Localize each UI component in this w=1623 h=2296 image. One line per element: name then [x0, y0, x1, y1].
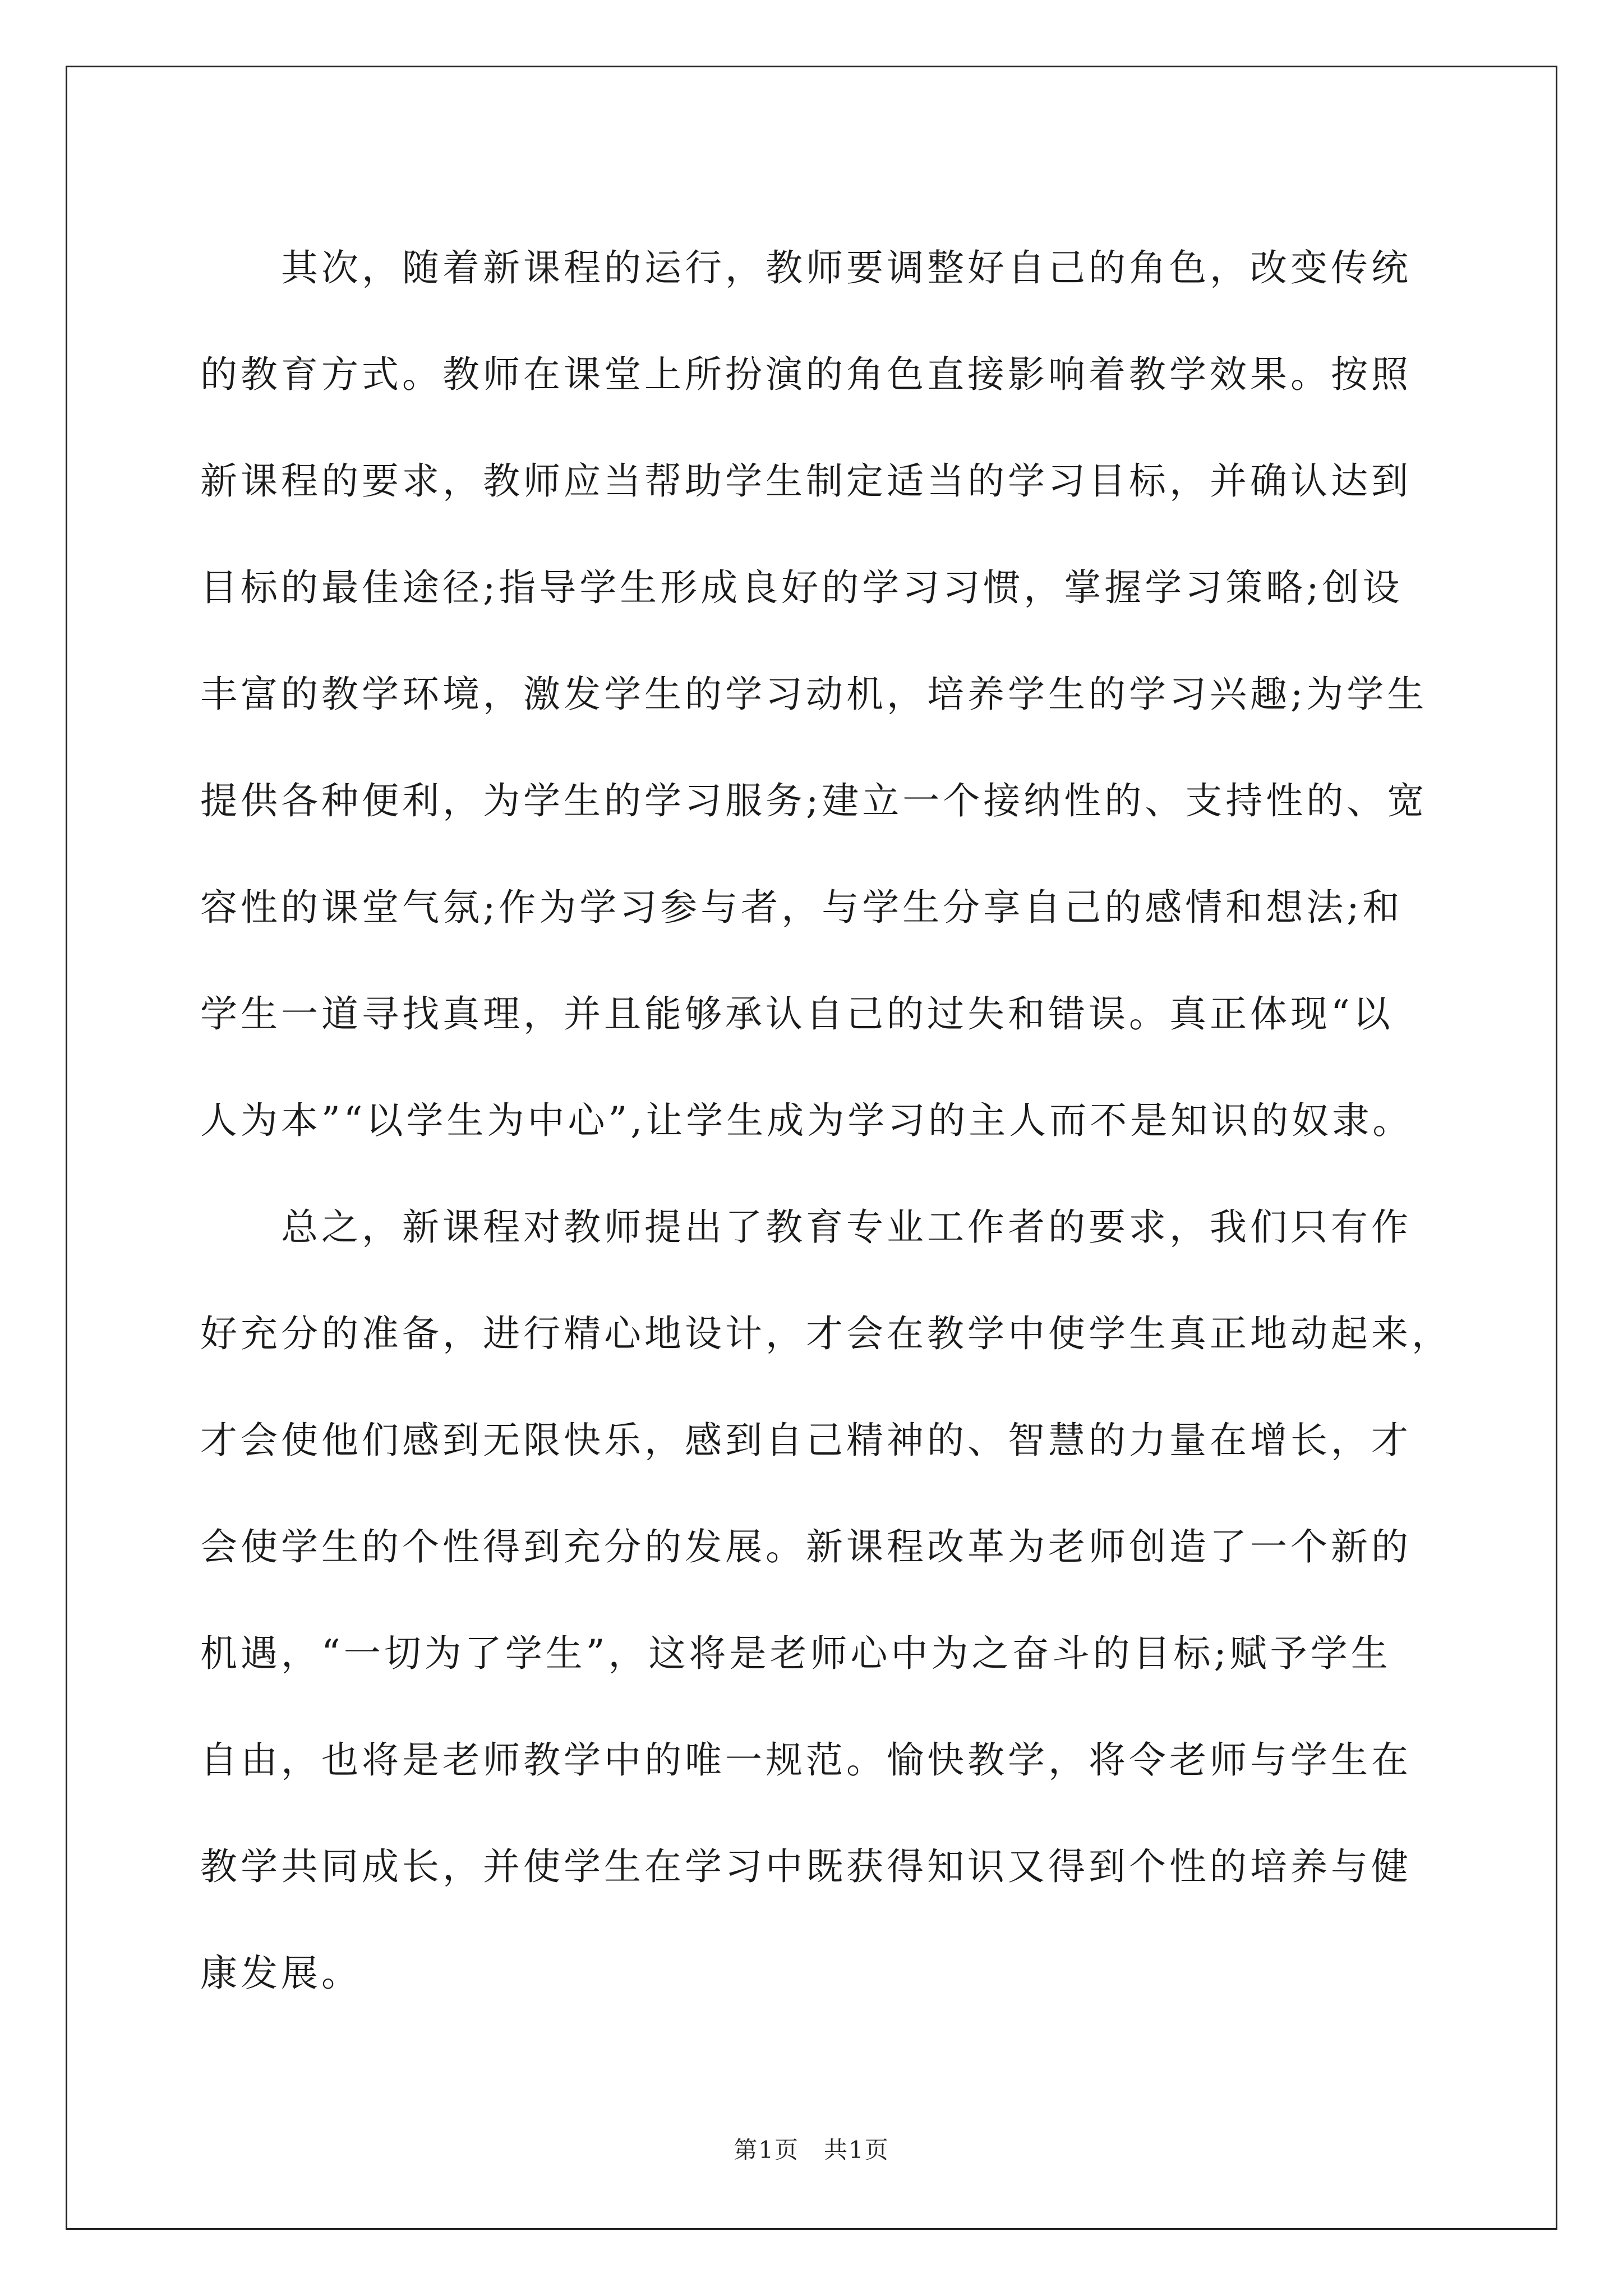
text-line: 提供各种便利，为学生的学习服务;建立一个接纳性的、支持性的、宽: [200, 779, 1428, 822]
text-line: 康发展。: [200, 1952, 362, 1995]
text-line: 学生一道寻找真理，并且能够承认自己的过失和错误。真正体现“以: [200, 992, 1394, 1036]
text-line: 目标的最佳途径;指导学生形成良好的学习习惯，掌握学习策略;创设: [200, 566, 1403, 609]
text-line: 教学共同成长，并使学生在学习中既获得知识又得到个性的培养与健: [200, 1845, 1412, 1888]
text-line: 好充分的准备，进行精心地设计，才会在教学中使学生真正地动起来，: [200, 1312, 1452, 1355]
text-line: 才会使他们感到无限快乐，感到自己精神的、智慧的力量在增长，才: [200, 1419, 1412, 1462]
text-line: 会使学生的个性得到充分的发展。新课程改革为老师创造了一个新的: [200, 1525, 1412, 1568]
page-number-footer: 第1页 共1页: [734, 2136, 889, 2164]
text-line: 自由，也将是老师教学中的唯一规范。愉快教学，将令老师与学生在: [200, 1738, 1412, 1782]
text-line: 的教育方式。教师在课堂上所扮演的角色直接影响着教学效果。按照: [200, 353, 1412, 396]
text-line: 丰富的教学环境，激发学生的学习动机，培养学生的学习兴趣;为学生: [200, 673, 1428, 716]
text-line: 人为本”“以学生为中心”,让学生成为学习的主人而不是知识的奴隶。: [200, 1099, 1413, 1142]
text-line: 机遇，“一切为了学生”，这将是老师心中为之奋斗的目标;赋予学生: [200, 1632, 1391, 1675]
text-line: 新课程的要求，教师应当帮助学生制定适当的学习目标，并确认达到: [200, 459, 1412, 503]
text-line: 总之，新课程对教师提出了教育专业工作者的要求，我们只有作: [200, 1205, 1412, 1249]
text-line: 容性的课堂气氛;作为学习参与者，与学生分享自己的感情和想法;和: [200, 886, 1403, 929]
text-line: 其次，随着新课程的运行，教师要调整好自己的角色，改变传统: [200, 246, 1412, 289]
document-body: [200, 215, 1452, 2027]
